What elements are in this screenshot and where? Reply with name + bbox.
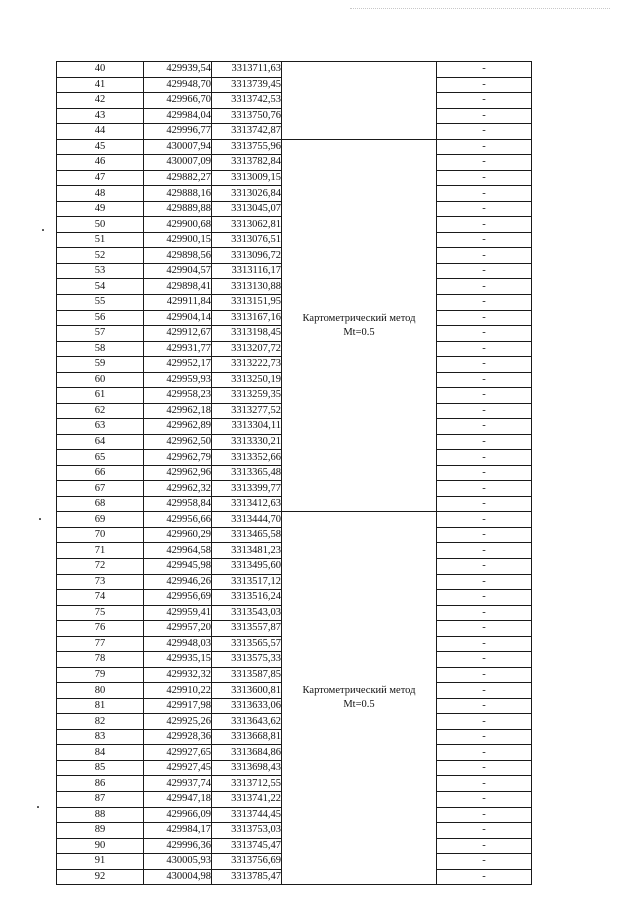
dash-cell: - bbox=[437, 139, 532, 155]
dash-cell: - bbox=[437, 698, 532, 714]
dash-cell: - bbox=[437, 869, 532, 885]
dash-cell: - bbox=[437, 388, 532, 404]
point-number-cell: 76 bbox=[57, 621, 144, 637]
method-accuracy: Mt=0.5 bbox=[343, 326, 375, 338]
point-number-cell: 45 bbox=[57, 139, 144, 155]
x-coordinate-cell: 429931,77 bbox=[144, 341, 212, 357]
y-coordinate-cell: 3313755,96 bbox=[212, 139, 282, 155]
dash-cell: - bbox=[437, 434, 532, 450]
dash-cell: - bbox=[437, 745, 532, 761]
dash-cell: - bbox=[437, 263, 532, 279]
y-coordinate-cell: 3313009,15 bbox=[212, 170, 282, 186]
y-coordinate-cell: 3313756,69 bbox=[212, 854, 282, 870]
point-number-cell: 65 bbox=[57, 450, 144, 466]
y-coordinate-cell: 3313365,48 bbox=[212, 465, 282, 481]
y-coordinate-cell: 3313330,21 bbox=[212, 434, 282, 450]
dash-cell: - bbox=[437, 823, 532, 839]
point-number-cell: 84 bbox=[57, 745, 144, 761]
y-coordinate-cell: 3313633,06 bbox=[212, 698, 282, 714]
point-number-cell: 63 bbox=[57, 419, 144, 435]
y-coordinate-cell: 3313222,73 bbox=[212, 357, 282, 373]
y-coordinate-cell: 3313076,51 bbox=[212, 232, 282, 248]
dash-cell: - bbox=[437, 77, 532, 93]
dash-cell: - bbox=[437, 527, 532, 543]
x-coordinate-cell: 429946,26 bbox=[144, 574, 212, 590]
point-number-cell: 55 bbox=[57, 294, 144, 310]
point-number-cell: 44 bbox=[57, 124, 144, 140]
point-number-cell: 53 bbox=[57, 263, 144, 279]
x-coordinate-cell: 429925,26 bbox=[144, 714, 212, 730]
y-coordinate-cell: 3313412,63 bbox=[212, 496, 282, 512]
y-coordinate-cell: 3313711,63 bbox=[212, 62, 282, 78]
x-coordinate-cell: 430007,09 bbox=[144, 155, 212, 171]
point-number-cell: 73 bbox=[57, 574, 144, 590]
x-coordinate-cell: 429882,27 bbox=[144, 170, 212, 186]
point-number-cell: 71 bbox=[57, 543, 144, 559]
point-number-cell: 67 bbox=[57, 481, 144, 497]
dash-cell: - bbox=[437, 124, 532, 140]
y-coordinate-cell: 3313698,43 bbox=[212, 760, 282, 776]
dash-cell: - bbox=[437, 636, 532, 652]
x-coordinate-cell: 429984,04 bbox=[144, 108, 212, 124]
y-coordinate-cell: 3313096,72 bbox=[212, 248, 282, 264]
dash-cell: - bbox=[437, 326, 532, 342]
dash-cell: - bbox=[437, 776, 532, 792]
x-coordinate-cell: 429984,17 bbox=[144, 823, 212, 839]
method-cell bbox=[282, 139, 437, 512]
dash-cell: - bbox=[437, 186, 532, 202]
dash-cell: - bbox=[437, 372, 532, 388]
dash-cell: - bbox=[437, 310, 532, 326]
dash-cell: - bbox=[437, 543, 532, 559]
x-coordinate-cell: 429957,20 bbox=[144, 621, 212, 637]
y-coordinate-cell: 3313739,45 bbox=[212, 77, 282, 93]
point-number-cell: 62 bbox=[57, 403, 144, 419]
dash-cell: - bbox=[437, 559, 532, 575]
x-coordinate-cell: 429958,23 bbox=[144, 388, 212, 404]
point-number-cell: 90 bbox=[57, 838, 144, 854]
dash-cell: - bbox=[437, 108, 532, 124]
dash-cell: - bbox=[437, 683, 532, 699]
point-number-cell: 46 bbox=[57, 155, 144, 171]
point-number-cell: 64 bbox=[57, 434, 144, 450]
dash-cell: - bbox=[437, 481, 532, 497]
point-number-cell: 77 bbox=[57, 636, 144, 652]
coordinates-table-body bbox=[57, 62, 532, 885]
y-coordinate-cell: 3313116,17 bbox=[212, 263, 282, 279]
y-coordinate-cell: 3313026,84 bbox=[212, 186, 282, 202]
y-coordinate-cell: 3313643,62 bbox=[212, 714, 282, 730]
point-number-cell: 40 bbox=[57, 62, 144, 78]
dash-cell: - bbox=[437, 760, 532, 776]
x-coordinate-cell: 429959,41 bbox=[144, 605, 212, 621]
x-coordinate-cell: 430004,98 bbox=[144, 869, 212, 885]
y-coordinate-cell: 3313045,07 bbox=[212, 201, 282, 217]
y-coordinate-cell: 3313304,11 bbox=[212, 419, 282, 435]
method-name: Картометрический метод bbox=[302, 312, 416, 324]
point-number-cell: 60 bbox=[57, 372, 144, 388]
dash-cell: - bbox=[437, 170, 532, 186]
point-number-cell: 49 bbox=[57, 201, 144, 217]
point-number-cell: 85 bbox=[57, 760, 144, 776]
y-coordinate-cell: 3313465,58 bbox=[212, 527, 282, 543]
point-number-cell: 80 bbox=[57, 683, 144, 699]
x-coordinate-cell: 429928,36 bbox=[144, 729, 212, 745]
dash-cell: - bbox=[437, 590, 532, 606]
point-number-cell: 72 bbox=[57, 559, 144, 575]
point-number-cell: 61 bbox=[57, 388, 144, 404]
x-coordinate-cell: 429927,65 bbox=[144, 745, 212, 761]
dash-cell: - bbox=[437, 512, 532, 528]
dash-cell: - bbox=[437, 279, 532, 295]
x-coordinate-cell: 429889,88 bbox=[144, 201, 212, 217]
dash-cell: - bbox=[437, 217, 532, 233]
x-coordinate-cell: 429996,77 bbox=[144, 124, 212, 140]
x-coordinate-cell: 430005,93 bbox=[144, 854, 212, 870]
y-coordinate-cell: 3313207,72 bbox=[212, 341, 282, 357]
y-coordinate-cell: 3313587,85 bbox=[212, 667, 282, 683]
y-coordinate-cell: 3313600,81 bbox=[212, 683, 282, 699]
y-coordinate-cell: 3313516,24 bbox=[212, 590, 282, 606]
point-number-cell: 78 bbox=[57, 652, 144, 668]
y-coordinate-cell: 3313741,22 bbox=[212, 791, 282, 807]
dash-cell: - bbox=[437, 201, 532, 217]
dash-cell: - bbox=[437, 248, 532, 264]
x-coordinate-cell: 429900,68 bbox=[144, 217, 212, 233]
x-coordinate-cell: 429959,93 bbox=[144, 372, 212, 388]
point-number-cell: 89 bbox=[57, 823, 144, 839]
dash-cell: - bbox=[437, 574, 532, 590]
x-coordinate-cell: 429947,18 bbox=[144, 791, 212, 807]
table-row bbox=[57, 139, 532, 155]
point-number-cell: 82 bbox=[57, 714, 144, 730]
y-coordinate-cell: 3313517,12 bbox=[212, 574, 282, 590]
y-coordinate-cell: 3313277,52 bbox=[212, 403, 282, 419]
point-number-cell: 57 bbox=[57, 326, 144, 342]
coordinates-table bbox=[56, 61, 532, 885]
dash-cell: - bbox=[437, 714, 532, 730]
dash-cell: - bbox=[437, 403, 532, 419]
y-coordinate-cell: 3313744,45 bbox=[212, 807, 282, 823]
point-number-cell: 83 bbox=[57, 729, 144, 745]
x-coordinate-cell: 429927,45 bbox=[144, 760, 212, 776]
x-coordinate-cell: 429888,16 bbox=[144, 186, 212, 202]
method-name: Картометрический метод bbox=[302, 685, 416, 697]
point-number-cell: 50 bbox=[57, 217, 144, 233]
x-coordinate-cell: 429939,54 bbox=[144, 62, 212, 78]
point-number-cell: 88 bbox=[57, 807, 144, 823]
y-coordinate-cell: 3313352,66 bbox=[212, 450, 282, 466]
x-coordinate-cell: 429962,79 bbox=[144, 450, 212, 466]
x-coordinate-cell: 429910,22 bbox=[144, 683, 212, 699]
x-coordinate-cell: 429962,89 bbox=[144, 419, 212, 435]
x-coordinate-cell: 429898,41 bbox=[144, 279, 212, 295]
method-accuracy: Mt=0.5 bbox=[343, 699, 375, 711]
x-coordinate-cell: 429911,84 bbox=[144, 294, 212, 310]
x-coordinate-cell: 429964,58 bbox=[144, 543, 212, 559]
point-number-cell: 68 bbox=[57, 496, 144, 512]
x-coordinate-cell: 429966,09 bbox=[144, 807, 212, 823]
dash-cell: - bbox=[437, 450, 532, 466]
y-coordinate-cell: 3313259,35 bbox=[212, 388, 282, 404]
dash-cell: - bbox=[437, 791, 532, 807]
dash-cell: - bbox=[437, 838, 532, 854]
x-coordinate-cell: 429935,15 bbox=[144, 652, 212, 668]
point-number-cell: 91 bbox=[57, 854, 144, 870]
dash-cell: - bbox=[437, 807, 532, 823]
x-coordinate-cell: 429912,67 bbox=[144, 326, 212, 342]
dash-cell: - bbox=[437, 652, 532, 668]
point-number-cell: 52 bbox=[57, 248, 144, 264]
point-number-cell: 41 bbox=[57, 77, 144, 93]
y-coordinate-cell: 3313742,53 bbox=[212, 93, 282, 109]
dash-cell: - bbox=[437, 605, 532, 621]
point-number-cell: 92 bbox=[57, 869, 144, 885]
y-coordinate-cell: 3313151,95 bbox=[212, 294, 282, 310]
x-coordinate-cell: 429952,17 bbox=[144, 357, 212, 373]
table-row bbox=[57, 62, 532, 78]
y-coordinate-cell: 3313782,84 bbox=[212, 155, 282, 171]
point-number-cell: 59 bbox=[57, 357, 144, 373]
point-number-cell: 54 bbox=[57, 279, 144, 295]
point-number-cell: 81 bbox=[57, 698, 144, 714]
dash-cell: - bbox=[437, 62, 532, 78]
point-number-cell: 48 bbox=[57, 186, 144, 202]
y-coordinate-cell: 3313198,45 bbox=[212, 326, 282, 342]
x-coordinate-cell: 429962,96 bbox=[144, 465, 212, 481]
point-number-cell: 69 bbox=[57, 512, 144, 528]
dash-cell: - bbox=[437, 294, 532, 310]
point-number-cell: 47 bbox=[57, 170, 144, 186]
dash-cell: - bbox=[437, 419, 532, 435]
y-coordinate-cell: 3313565,57 bbox=[212, 636, 282, 652]
y-coordinate-cell: 3313712,55 bbox=[212, 776, 282, 792]
y-coordinate-cell: 3313250,19 bbox=[212, 372, 282, 388]
x-coordinate-cell: 429960,29 bbox=[144, 527, 212, 543]
x-coordinate-cell: 429948,03 bbox=[144, 636, 212, 652]
dash-cell: - bbox=[437, 465, 532, 481]
x-coordinate-cell: 429996,36 bbox=[144, 838, 212, 854]
point-number-cell: 70 bbox=[57, 527, 144, 543]
y-coordinate-cell: 3313753,03 bbox=[212, 823, 282, 839]
y-coordinate-cell: 3313745,47 bbox=[212, 838, 282, 854]
y-coordinate-cell: 3313444,70 bbox=[212, 512, 282, 528]
x-coordinate-cell: 429962,32 bbox=[144, 481, 212, 497]
dash-cell: - bbox=[437, 496, 532, 512]
dash-cell: - bbox=[437, 341, 532, 357]
scan-speck bbox=[39, 518, 41, 520]
dash-cell: - bbox=[437, 232, 532, 248]
scan-speck bbox=[37, 806, 39, 808]
x-coordinate-cell: 429932,32 bbox=[144, 667, 212, 683]
method-cell bbox=[282, 512, 437, 885]
x-coordinate-cell: 429937,74 bbox=[144, 776, 212, 792]
x-coordinate-cell: 429917,98 bbox=[144, 698, 212, 714]
x-coordinate-cell: 429958,84 bbox=[144, 496, 212, 512]
x-coordinate-cell: 429904,57 bbox=[144, 263, 212, 279]
y-coordinate-cell: 3313742,87 bbox=[212, 124, 282, 140]
y-coordinate-cell: 3313668,81 bbox=[212, 729, 282, 745]
y-coordinate-cell: 3313062,81 bbox=[212, 217, 282, 233]
y-coordinate-cell: 3313750,76 bbox=[212, 108, 282, 124]
x-coordinate-cell: 429945,98 bbox=[144, 559, 212, 575]
y-coordinate-cell: 3313543,03 bbox=[212, 605, 282, 621]
dash-cell: - bbox=[437, 155, 532, 171]
x-coordinate-cell: 429962,18 bbox=[144, 403, 212, 419]
y-coordinate-cell: 3313495,60 bbox=[212, 559, 282, 575]
dash-cell: - bbox=[437, 667, 532, 683]
x-coordinate-cell: 429948,70 bbox=[144, 77, 212, 93]
point-number-cell: 58 bbox=[57, 341, 144, 357]
y-coordinate-cell: 3313399,77 bbox=[212, 481, 282, 497]
table-row bbox=[57, 512, 532, 528]
scan-speck bbox=[42, 229, 44, 231]
point-number-cell: 42 bbox=[57, 93, 144, 109]
dash-cell: - bbox=[437, 854, 532, 870]
y-coordinate-cell: 3313130,88 bbox=[212, 279, 282, 295]
y-coordinate-cell: 3313684,86 bbox=[212, 745, 282, 761]
point-number-cell: 43 bbox=[57, 108, 144, 124]
point-number-cell: 79 bbox=[57, 667, 144, 683]
dash-cell: - bbox=[437, 93, 532, 109]
point-number-cell: 56 bbox=[57, 310, 144, 326]
x-coordinate-cell: 429962,50 bbox=[144, 434, 212, 450]
point-number-cell: 86 bbox=[57, 776, 144, 792]
x-coordinate-cell: 429956,69 bbox=[144, 590, 212, 606]
dash-cell: - bbox=[437, 357, 532, 373]
y-coordinate-cell: 3313167,16 bbox=[212, 310, 282, 326]
dash-cell: - bbox=[437, 729, 532, 745]
point-number-cell: 87 bbox=[57, 791, 144, 807]
y-coordinate-cell: 3313557,87 bbox=[212, 621, 282, 637]
x-coordinate-cell: 429956,66 bbox=[144, 512, 212, 528]
y-coordinate-cell: 3313785,47 bbox=[212, 869, 282, 885]
x-coordinate-cell: 430007,94 bbox=[144, 139, 212, 155]
x-coordinate-cell: 429900,15 bbox=[144, 232, 212, 248]
y-coordinate-cell: 3313481,23 bbox=[212, 543, 282, 559]
x-coordinate-cell: 429898,56 bbox=[144, 248, 212, 264]
dash-cell: - bbox=[437, 621, 532, 637]
point-number-cell: 74 bbox=[57, 590, 144, 606]
method-cell bbox=[282, 62, 437, 140]
scan-artifact-line bbox=[350, 8, 610, 9]
x-coordinate-cell: 429904,14 bbox=[144, 310, 212, 326]
y-coordinate-cell: 3313575,33 bbox=[212, 652, 282, 668]
point-number-cell: 75 bbox=[57, 605, 144, 621]
x-coordinate-cell: 429966,70 bbox=[144, 93, 212, 109]
point-number-cell: 66 bbox=[57, 465, 144, 481]
point-number-cell: 51 bbox=[57, 232, 144, 248]
